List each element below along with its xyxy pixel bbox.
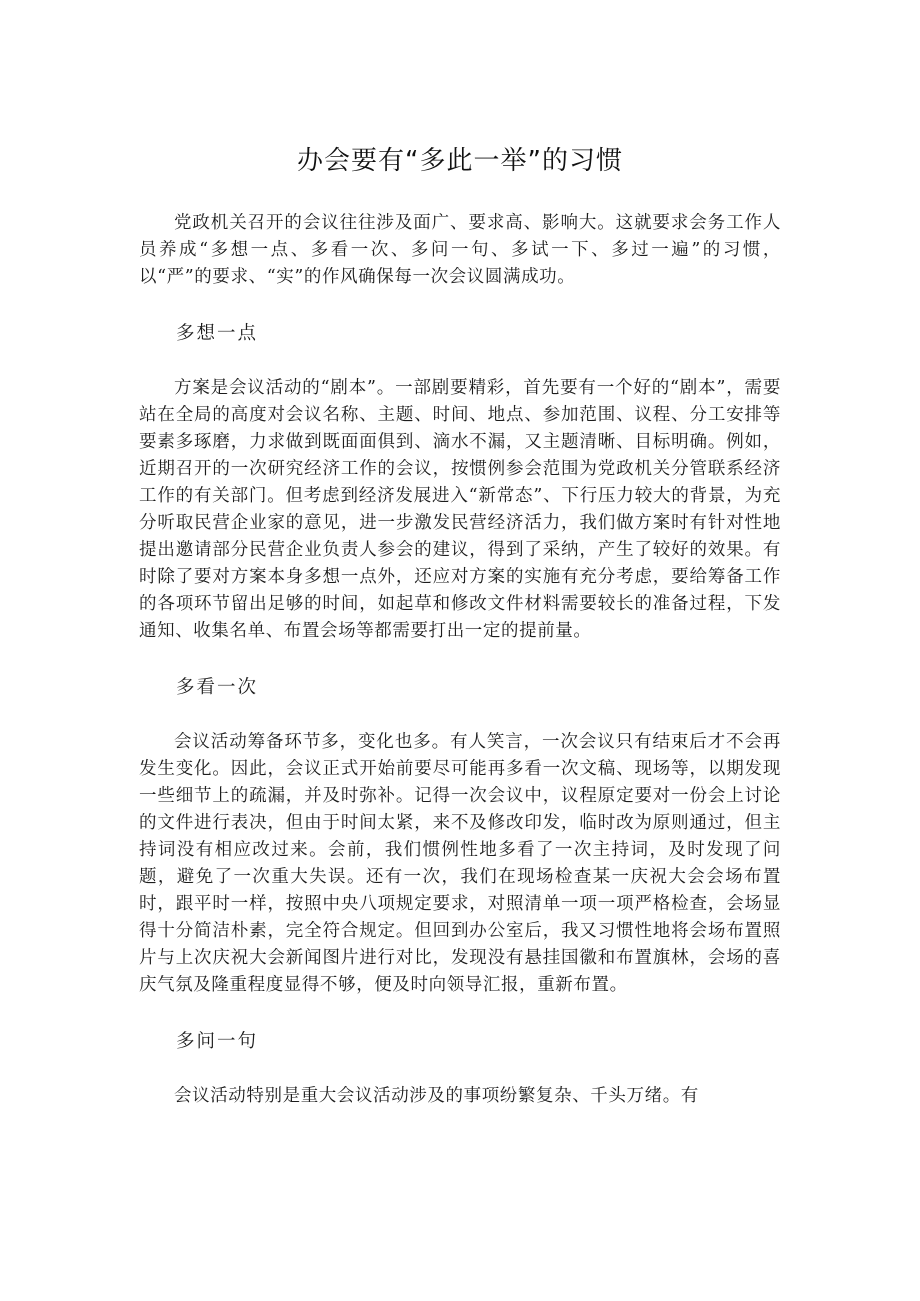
section-body-ask-more: 会议活动特别是重大会议活动涉及的事项纷繁复杂、千头万绪。有 (174, 1086, 699, 1106)
section-body-look-again: 会议活动筹备环节多，变化也多。有人笑言，一次会议只有结束后才不会再发生变化。因此，会议正式开始前要尽可能再多看一次文稿、现场等，以期发现一些细节上的疏漏，并及时弥补。记得一次会议中，议程原定要对一份会上讨论的文件进行表决，但由于时间太紧，来不及修改印发，临时改为原则通过，但主持词没有相应改过来。会前，我们惯例性地多看了一次主持词，及时发现了问题，避免了一次重大失误。还有一次，我们在现场检查某一庆祝大会会场布置时，跟平时一样，按照中央八项规定要求，对照清单一项一项严格检查，会场显得十分简洁朴素，完全符合规定。但回到办公室后，我又习惯性地将会场布置照片与上次庆祝大会新闻图片进行对比，发现没有悬挂国徽和布置旗林，会场的喜庆气氛及隆重程度显得不够，便及时向领导汇报，重新布置。 (139, 732, 781, 995)
section-heading-think-more: 多想一点 (176, 323, 259, 344)
intro-paragraph: 党政机关召开的会议往往涉及面广、要求高、影响大。这就要求会务工作人员养成“多想一点、多看一次、多问一句、多试一下、多过一遍”的习惯，以“严”的要求、“实”的作风确保每一次会议圆满成功。 (139, 213, 781, 287)
section-heading-look-again: 多看一次 (176, 677, 259, 698)
section-body-think-more: 方案是会议活动的“剧本”。一部剧要精彩，首先要有一个好的“剧本”，需要站在全局的高度对会议名称、主题、时间、地点、参加范围、议程、分工安排等要素多琢磨，力求做到既面面俱到、滴水不漏，又主题清晰、目标明确。例如，近期召开的一次研究经济工作的会议，按惯例参会范围为党政机关分管联系经济工作的有关部门。但考虑到经济发展进入“新常态”、下行压力较大的背景，为充分听取民营企业家的意见，进一步激发民营经济活力，我们做方案时有针对性地提出邀请部分民营企业负责人参会的建议，得到了采纳，产生了较好的效果。有时除了要对方案本身多想一点外，还应对方案的实施有充分考虑，要给筹备工作的各项环节留出足够的时间，如起草和修改文件材料需要较长的准备过程，下发通知、收集名单、布置会场等都需要打出一定的提前量。 (139, 378, 781, 641)
section-heading-ask-more: 多问一句 (176, 1031, 259, 1052)
document-title: 办会要有“多此一举”的习惯 (297, 146, 623, 176)
document-body (139, 142, 781, 1110)
